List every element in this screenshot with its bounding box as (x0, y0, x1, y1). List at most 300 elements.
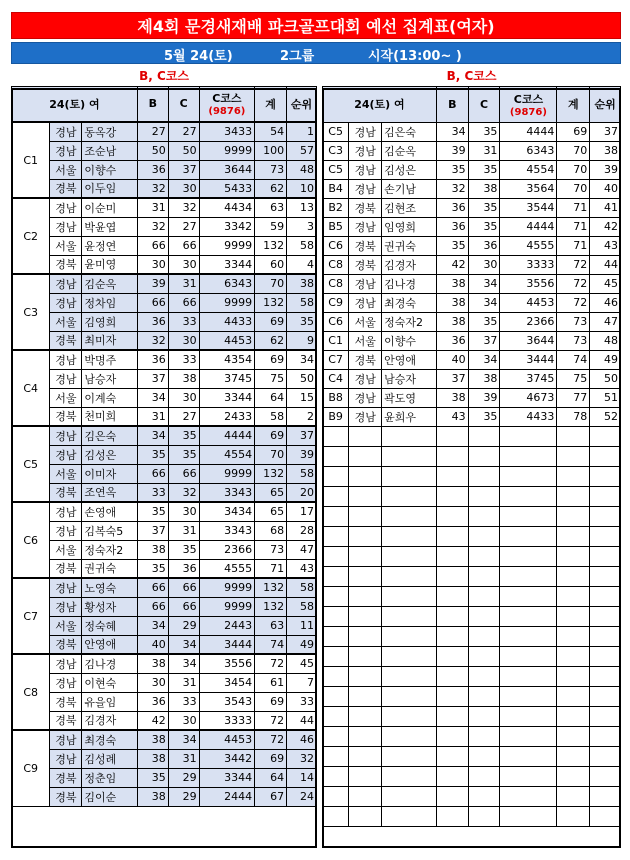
region-cell: 경남 (50, 749, 82, 768)
c-course-cell: 3745 (500, 369, 557, 388)
c-score-cell: 30 (168, 255, 199, 274)
b-score-cell: 32 (137, 179, 168, 198)
rank-cell: 57 (287, 141, 317, 160)
rank-cell: 24 (287, 787, 317, 806)
region-cell: 경북 (50, 407, 82, 426)
b-score-cell: 38 (137, 730, 168, 749)
region-cell: 서울 (349, 331, 382, 350)
right-header-name: 24(토) 여 (323, 86, 437, 122)
region-cell: 경남 (349, 217, 382, 236)
rank-cell: 49 (287, 635, 317, 654)
rank-cell: 14 (287, 768, 317, 787)
group-label: C6 (12, 502, 50, 578)
c-score-cell: 38 (468, 179, 500, 198)
rank-cell: 28 (287, 521, 317, 540)
total-cell: 72 (557, 255, 590, 274)
region-cell: 경남 (50, 293, 82, 312)
total-cell: 72 (255, 730, 287, 749)
left-header-ccode: (9876) (208, 106, 246, 118)
b-score-cell: 35 (436, 236, 468, 255)
total-cell: 132 (255, 597, 287, 616)
total-cell: 61 (255, 673, 287, 692)
c-score-cell: 33 (168, 312, 199, 331)
region-cell: 서울 (50, 160, 82, 179)
name-cell: 김성은 (82, 445, 137, 464)
total-cell: 54 (255, 122, 287, 141)
b-score-cell: 66 (137, 236, 168, 255)
c-score-cell: 34 (468, 274, 500, 293)
subtitle-start: 시작(13:00~ ) (368, 49, 462, 64)
b-score-cell: 31 (137, 198, 168, 217)
c-course-cell: 9999 (199, 141, 254, 160)
total-cell: 69 (255, 749, 287, 768)
group-cell: C5 (323, 122, 349, 141)
total-cell: 132 (255, 293, 287, 312)
c-score-cell: 29 (168, 787, 199, 806)
total-cell: 63 (255, 198, 287, 217)
c-score-cell: 35 (168, 540, 199, 559)
rank-cell: 35 (287, 312, 317, 331)
b-score-cell: 42 (436, 255, 468, 274)
c-course-cell: 4453 (199, 730, 254, 749)
name-cell: 최경숙 (382, 293, 437, 312)
region-cell: 경북 (50, 483, 82, 502)
c-score-cell: 29 (168, 616, 199, 635)
c-course-cell: 2366 (199, 540, 254, 559)
name-cell: 조순남 (82, 141, 137, 160)
total-cell: 71 (557, 236, 590, 255)
c-score-cell: 34 (168, 635, 199, 654)
b-score-cell: 39 (436, 141, 468, 160)
right-course-label: B, C코스 (446, 69, 497, 84)
b-score-cell: 38 (137, 540, 168, 559)
c-course-cell: 3444 (199, 635, 254, 654)
total-cell: 62 (255, 179, 287, 198)
total-cell: 72 (557, 274, 590, 293)
c-course-cell: 4453 (199, 331, 254, 350)
name-cell: 이두임 (82, 179, 137, 198)
total-cell: 69 (255, 350, 287, 369)
region-cell: 경남 (50, 122, 82, 141)
c-course-cell: 5433 (199, 179, 254, 198)
region-cell: 경남 (50, 502, 82, 521)
rank-cell: 41 (590, 198, 621, 217)
c-score-cell: 27 (168, 407, 199, 426)
b-score-cell: 30 (137, 673, 168, 692)
group-label: C2 (12, 198, 50, 274)
region-cell: 경남 (50, 141, 82, 160)
rank-cell: 58 (287, 597, 317, 616)
b-score-cell: 37 (137, 369, 168, 388)
c-course-cell: 3433 (199, 122, 254, 141)
c-course-cell: 4444 (500, 122, 557, 141)
c-score-cell: 31 (168, 673, 199, 692)
name-cell: 윤미영 (82, 255, 137, 274)
name-cell: 김이순 (82, 787, 137, 806)
b-score-cell: 36 (436, 331, 468, 350)
group-cell: C1 (323, 331, 349, 350)
c-course-cell: 4434 (199, 198, 254, 217)
name-cell: 정춘임 (82, 768, 137, 787)
c-course-cell: 3333 (199, 711, 254, 730)
c-score-cell: 66 (168, 464, 199, 483)
c-score-cell: 31 (168, 749, 199, 768)
b-score-cell: 30 (137, 255, 168, 274)
c-course-cell: 4453 (500, 293, 557, 312)
rank-cell: 43 (287, 559, 317, 578)
name-cell: 황성자 (82, 597, 137, 616)
region-cell: 경남 (349, 293, 382, 312)
c-course-cell: 4354 (199, 350, 254, 369)
rank-cell: 58 (287, 293, 317, 312)
total-cell: 70 (557, 141, 590, 160)
region-cell: 경북 (50, 635, 82, 654)
c-course-cell: 2366 (500, 312, 557, 331)
b-score-cell: 50 (137, 141, 168, 160)
group-cell: C4 (323, 369, 349, 388)
total-cell: 71 (557, 198, 590, 217)
subtitle-group: 2그룹 (280, 49, 315, 64)
c-course-cell: 4444 (500, 217, 557, 236)
name-cell: 박윤엽 (82, 217, 137, 236)
left-header-b: B (137, 86, 168, 122)
name-cell: 안영애 (82, 635, 137, 654)
group-cell: C5 (323, 160, 349, 179)
b-score-cell: 32 (436, 179, 468, 198)
name-cell: 김성은 (382, 160, 437, 179)
b-score-cell: 66 (137, 464, 168, 483)
left-table-border (11, 88, 317, 848)
c-course-cell: 4554 (199, 445, 254, 464)
c-score-cell: 37 (468, 331, 500, 350)
total-cell: 65 (255, 483, 287, 502)
right-header-ccode: (9876) (509, 106, 547, 118)
region-cell: 경남 (50, 597, 82, 616)
total-cell: 72 (255, 654, 287, 673)
rank-cell: 45 (590, 274, 621, 293)
rank-cell: 7 (287, 673, 317, 692)
b-score-cell: 35 (137, 502, 168, 521)
name-cell: 남승자 (382, 369, 437, 388)
region-cell: 경북 (50, 787, 82, 806)
c-score-cell: 34 (468, 293, 500, 312)
total-cell: 69 (255, 426, 287, 445)
region-cell: 서울 (50, 388, 82, 407)
name-cell: 임영희 (382, 217, 437, 236)
name-cell: 노영숙 (82, 578, 137, 597)
region-cell: 경북 (349, 198, 382, 217)
rank-cell: 4 (287, 255, 317, 274)
group-cell: C6 (323, 312, 349, 331)
c-course-cell: 4433 (500, 407, 557, 426)
region-cell: 경남 (50, 274, 82, 293)
name-cell: 윤희우 (382, 407, 437, 426)
rank-cell: 49 (590, 350, 621, 369)
name-cell: 김성례 (82, 749, 137, 768)
name-cell: 손기남 (382, 179, 437, 198)
name-cell: 김경자 (382, 255, 437, 274)
rank-cell: 43 (590, 236, 621, 255)
c-score-cell: 30 (168, 388, 199, 407)
b-score-cell: 37 (436, 369, 468, 388)
rank-cell: 38 (590, 141, 621, 160)
group-cell: B9 (323, 407, 349, 426)
rank-cell: 34 (287, 350, 317, 369)
right-header-ccourse-label: C코스 (513, 92, 544, 106)
name-cell: 최경숙 (82, 730, 137, 749)
b-score-cell: 37 (137, 521, 168, 540)
name-cell: 김영희 (82, 312, 137, 331)
c-course-cell: 6343 (500, 141, 557, 160)
region-cell: 서울 (50, 540, 82, 559)
name-cell: 권귀숙 (82, 559, 137, 578)
region-cell: 서울 (50, 616, 82, 635)
region-cell: 경북 (50, 331, 82, 350)
region-cell: 경남 (50, 426, 82, 445)
c-course-cell: 9999 (199, 597, 254, 616)
region-cell: 경남 (50, 654, 82, 673)
name-cell: 권귀숙 (382, 236, 437, 255)
c-score-cell: 35 (468, 407, 500, 426)
rank-cell: 46 (590, 293, 621, 312)
c-score-cell: 35 (468, 217, 500, 236)
c-course-cell: 3333 (500, 255, 557, 274)
total-cell: 69 (557, 122, 590, 141)
name-cell: 안영애 (382, 350, 437, 369)
c-score-cell: 33 (168, 350, 199, 369)
c-score-cell: 34 (468, 350, 500, 369)
c-course-cell: 2433 (199, 407, 254, 426)
right-table-border (322, 88, 621, 848)
group-label: C4 (12, 350, 50, 426)
name-cell: 손영애 (82, 502, 137, 521)
b-score-cell: 36 (137, 350, 168, 369)
total-cell: 63 (255, 616, 287, 635)
group-label: C8 (12, 654, 50, 730)
region-cell: 경남 (50, 578, 82, 597)
c-score-cell: 66 (168, 236, 199, 255)
right-header-total: 계 (557, 86, 590, 122)
total-cell: 77 (557, 388, 590, 407)
name-cell: 최미자 (82, 331, 137, 350)
c-course-cell: 9999 (199, 464, 254, 483)
name-cell: 김순옥 (82, 274, 137, 293)
group-label: C9 (12, 730, 50, 806)
c-score-cell: 66 (168, 597, 199, 616)
c-score-cell: 35 (168, 445, 199, 464)
rank-cell: 46 (287, 730, 317, 749)
left-header-ccourse-label: C코스 (212, 92, 242, 106)
c-course-cell: 3434 (199, 502, 254, 521)
total-cell: 78 (557, 407, 590, 426)
total-cell: 75 (255, 369, 287, 388)
c-score-cell: 50 (168, 141, 199, 160)
total-cell: 73 (557, 331, 590, 350)
region-cell: 서울 (50, 464, 82, 483)
region-cell: 경남 (349, 274, 382, 293)
rank-cell: 9 (287, 331, 317, 350)
left-header-name: 24(토) 여 (12, 86, 138, 122)
rank-cell: 42 (590, 217, 621, 236)
c-course-cell: 3745 (199, 369, 254, 388)
region-cell: 경북 (50, 692, 82, 711)
region-cell: 경북 (349, 236, 382, 255)
rank-cell: 32 (287, 749, 317, 768)
rank-cell: 1 (287, 122, 317, 141)
b-score-cell: 36 (137, 160, 168, 179)
c-score-cell: 38 (468, 369, 500, 388)
page-title: 제4회 문경새재배 파크골프대회 예선 집계표(여자) (11, 12, 621, 39)
c-course-cell: 3644 (199, 160, 254, 179)
total-cell: 70 (255, 274, 287, 293)
c-score-cell: 36 (168, 559, 199, 578)
c-score-cell: 39 (468, 388, 500, 407)
b-score-cell: 38 (137, 787, 168, 806)
c-score-cell: 31 (168, 521, 199, 540)
name-cell: 정숙자2 (382, 312, 437, 331)
c-score-cell: 36 (468, 236, 500, 255)
c-course-cell: 6343 (199, 274, 254, 293)
total-cell: 65 (255, 502, 287, 521)
c-course-cell: 4433 (199, 312, 254, 331)
c-score-cell: 32 (168, 483, 199, 502)
c-score-cell: 35 (468, 160, 500, 179)
b-score-cell: 34 (137, 388, 168, 407)
region-cell: 경남 (349, 369, 382, 388)
group-cell: C8 (323, 274, 349, 293)
right-header-rank: 순위 (590, 86, 621, 122)
name-cell: 이순미 (82, 198, 137, 217)
c-score-cell: 30 (168, 179, 199, 198)
total-cell: 69 (255, 312, 287, 331)
rank-cell: 48 (287, 160, 317, 179)
b-score-cell: 35 (137, 445, 168, 464)
b-score-cell: 36 (137, 692, 168, 711)
c-course-cell: 3454 (199, 673, 254, 692)
total-cell: 75 (557, 369, 590, 388)
total-cell: 74 (255, 635, 287, 654)
total-cell: 64 (255, 388, 287, 407)
total-cell: 58 (255, 407, 287, 426)
c-score-cell: 31 (168, 274, 199, 293)
c-score-cell: 35 (468, 122, 500, 141)
name-cell: 김은숙 (82, 426, 137, 445)
b-score-cell: 35 (137, 768, 168, 787)
region-cell: 경북 (50, 711, 82, 730)
name-cell: 이향수 (82, 160, 137, 179)
region-cell: 경남 (349, 141, 382, 160)
subtitle-bar (11, 42, 621, 64)
total-cell: 69 (255, 692, 287, 711)
name-cell: 곽도영 (382, 388, 437, 407)
b-score-cell: 38 (436, 312, 468, 331)
total-cell: 132 (255, 236, 287, 255)
total-cell: 68 (255, 521, 287, 540)
b-score-cell: 36 (436, 217, 468, 236)
c-score-cell: 35 (468, 198, 500, 217)
b-score-cell: 66 (137, 578, 168, 597)
c-course-cell: 3543 (199, 692, 254, 711)
b-score-cell: 38 (436, 293, 468, 312)
rank-cell: 45 (287, 654, 317, 673)
total-cell: 132 (255, 464, 287, 483)
total-cell: 73 (255, 540, 287, 559)
rank-cell: 38 (287, 274, 317, 293)
c-course-cell: 9999 (199, 578, 254, 597)
b-score-cell: 38 (436, 274, 468, 293)
group-label: C5 (12, 426, 50, 502)
left-header-c: C (168, 86, 199, 122)
rank-cell: 33 (287, 692, 317, 711)
total-cell: 62 (255, 331, 287, 350)
rank-cell: 51 (590, 388, 621, 407)
total-cell: 74 (557, 350, 590, 369)
rank-cell: 15 (287, 388, 317, 407)
region-cell: 경남 (349, 179, 382, 198)
b-score-cell: 34 (137, 426, 168, 445)
name-cell: 유을임 (82, 692, 137, 711)
rank-cell: 47 (590, 312, 621, 331)
group-cell: B4 (323, 179, 349, 198)
total-cell: 59 (255, 217, 287, 236)
c-course-cell: 4554 (500, 160, 557, 179)
c-course-cell: 2443 (199, 616, 254, 635)
group-cell: B8 (323, 388, 349, 407)
region-cell: 경남 (50, 673, 82, 692)
b-score-cell: 66 (137, 597, 168, 616)
total-cell: 73 (557, 312, 590, 331)
name-cell: 김나경 (382, 274, 437, 293)
name-cell: 김복숙5 (82, 521, 137, 540)
left-header-rank: 순위 (287, 86, 317, 122)
rank-cell: 39 (287, 445, 317, 464)
c-course-cell: 3556 (199, 654, 254, 673)
region-cell: 경남 (50, 445, 82, 464)
group-label: C3 (12, 274, 50, 350)
right-header-c: C (468, 86, 500, 122)
group-cell: C3 (323, 141, 349, 160)
region-cell: 경남 (50, 198, 82, 217)
c-course-cell: 2444 (199, 787, 254, 806)
total-cell: 64 (255, 768, 287, 787)
rank-cell: 44 (590, 255, 621, 274)
c-course-cell: 3444 (500, 350, 557, 369)
c-course-cell: 4555 (199, 559, 254, 578)
c-course-cell: 3564 (500, 179, 557, 198)
b-score-cell: 34 (137, 616, 168, 635)
c-course-cell: 9999 (199, 293, 254, 312)
total-cell: 60 (255, 255, 287, 274)
rank-cell: 37 (287, 426, 317, 445)
rank-cell: 44 (287, 711, 317, 730)
name-cell: 이현숙 (82, 673, 137, 692)
rank-cell: 39 (590, 160, 621, 179)
rank-cell: 52 (590, 407, 621, 426)
c-course-cell: 4555 (500, 236, 557, 255)
rank-cell: 20 (287, 483, 317, 502)
rank-cell: 47 (287, 540, 317, 559)
c-course-cell: 9999 (199, 236, 254, 255)
c-course-cell: 4444 (199, 426, 254, 445)
c-score-cell: 30 (168, 331, 199, 350)
b-score-cell: 35 (137, 559, 168, 578)
c-score-cell: 35 (168, 426, 199, 445)
b-score-cell: 31 (137, 407, 168, 426)
c-score-cell: 33 (168, 692, 199, 711)
region-cell: 경남 (349, 407, 382, 426)
c-course-cell: 4673 (500, 388, 557, 407)
left-course-label: B, C코스 (139, 69, 189, 84)
